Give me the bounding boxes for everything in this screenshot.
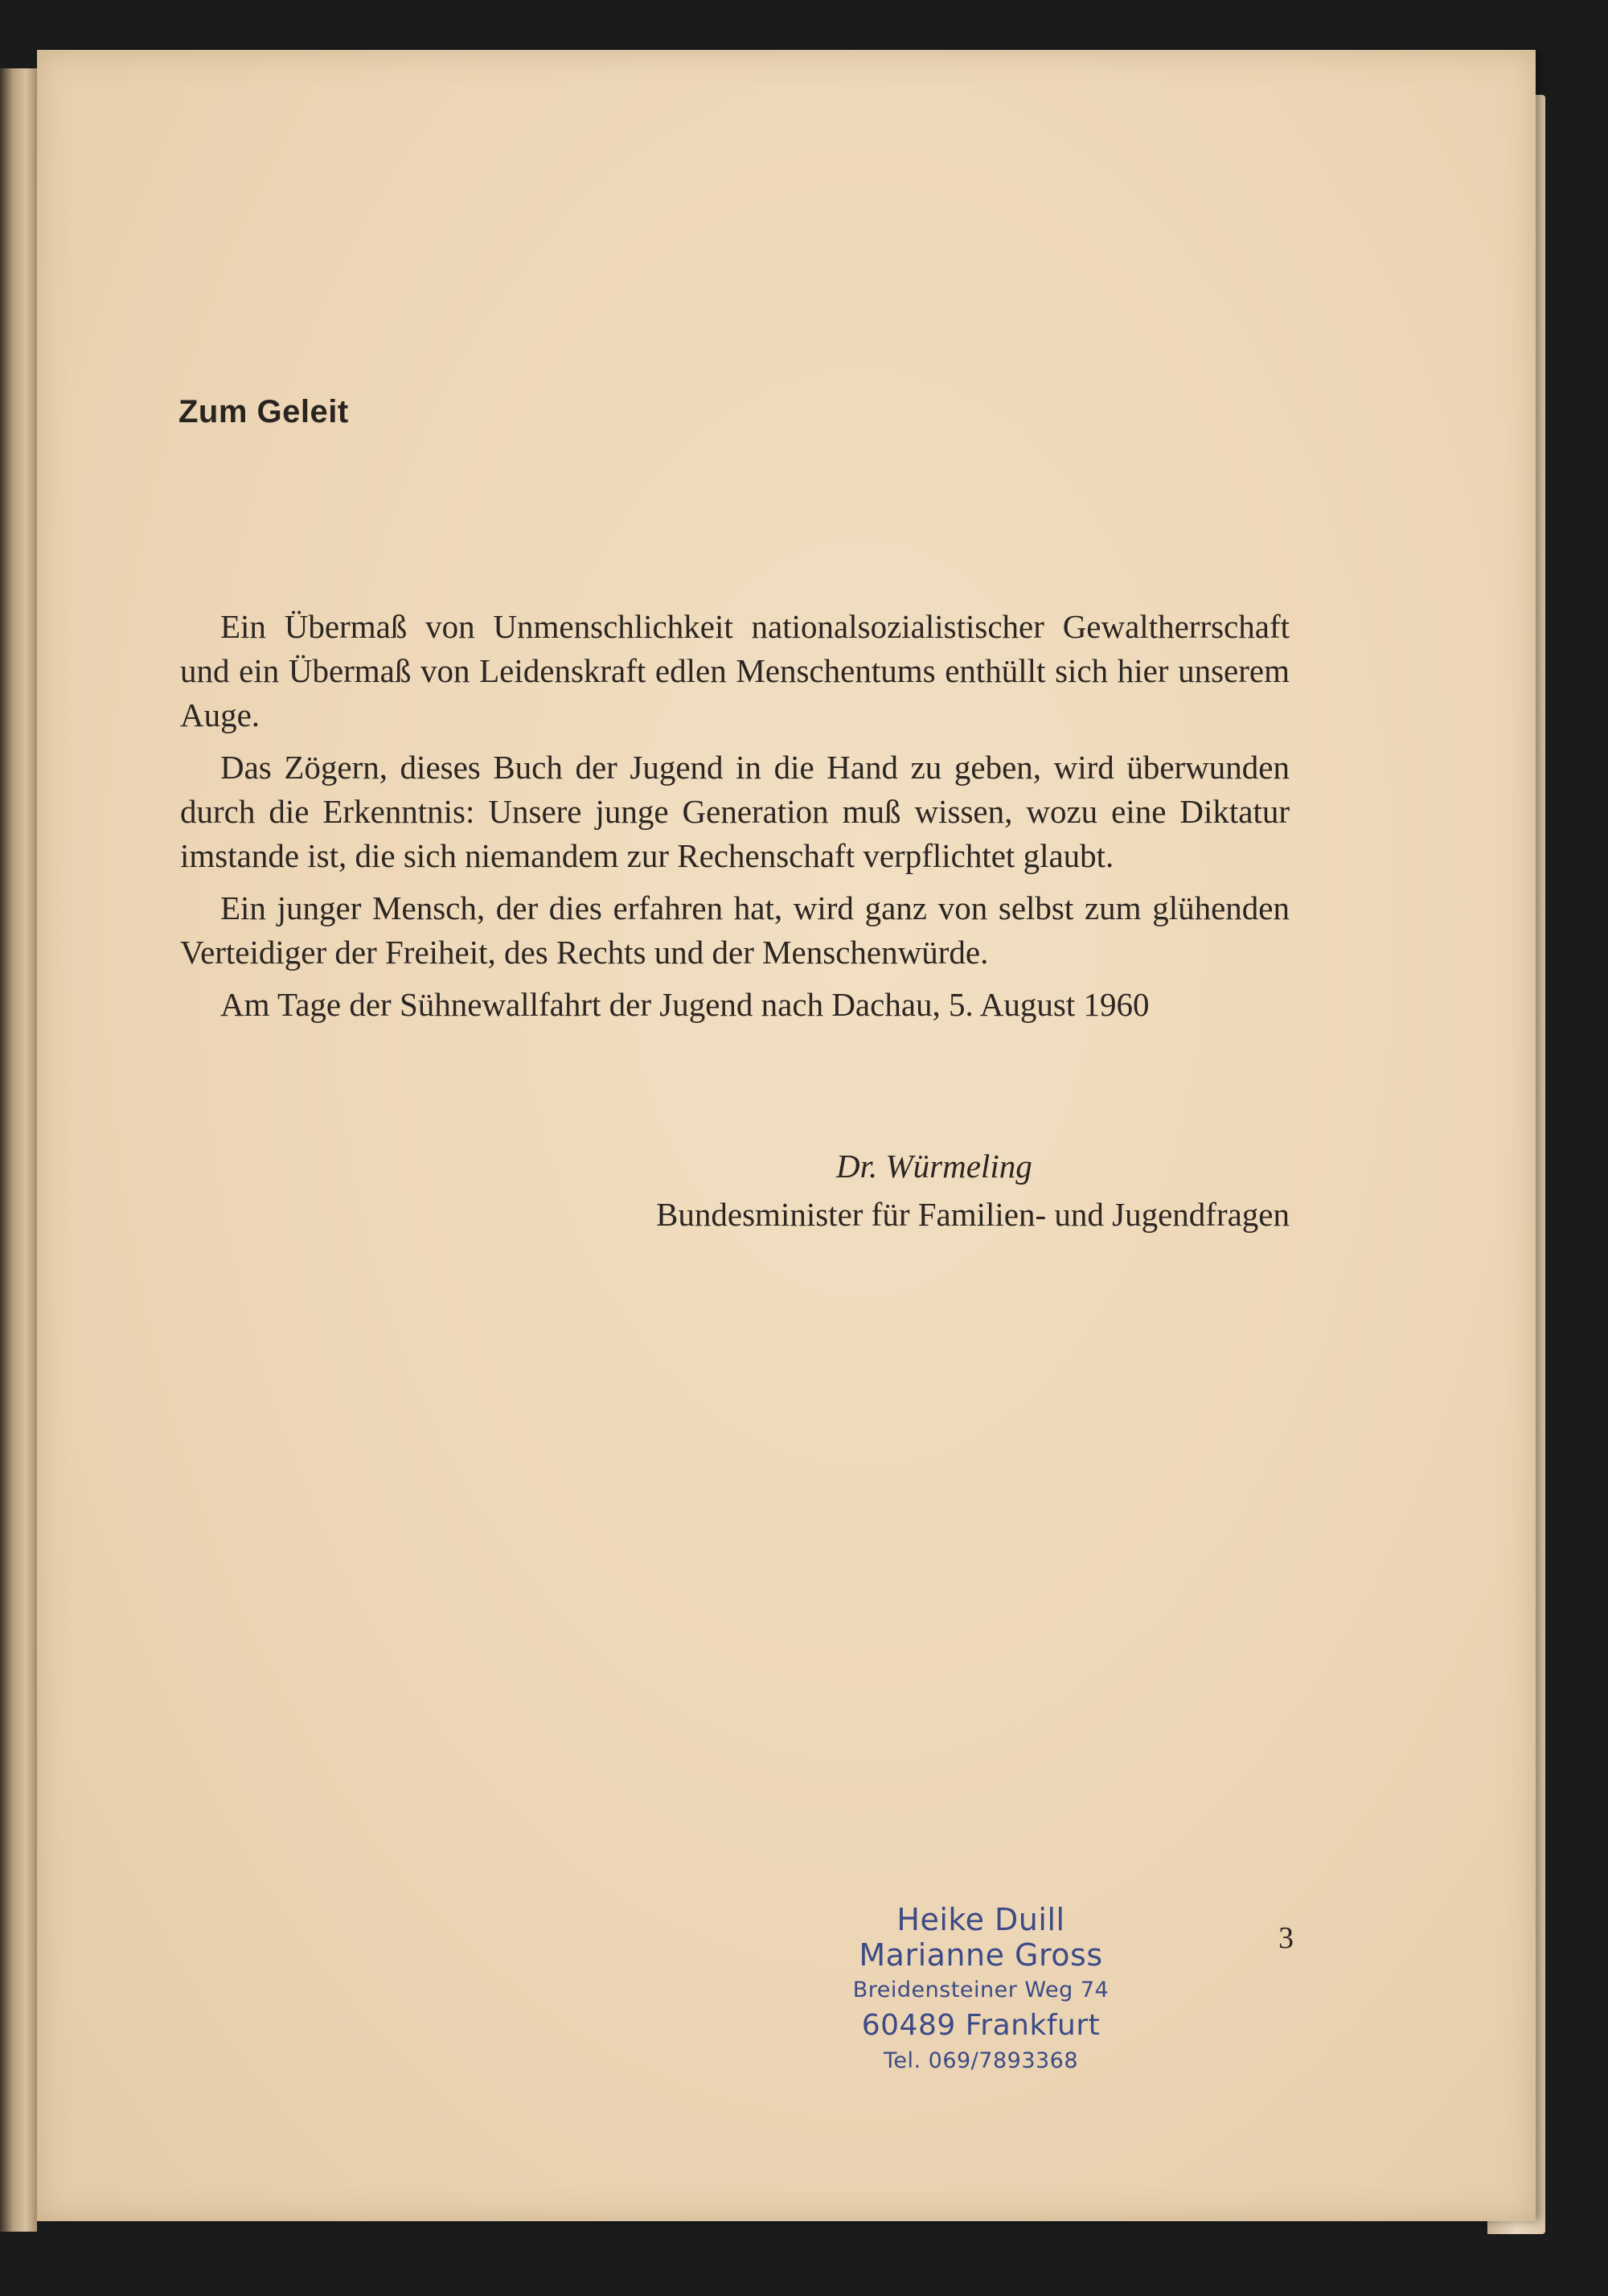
previous-page-edge — [0, 68, 37, 2232]
page-number: 3 — [1278, 1921, 1294, 1955]
paragraph: Ein junger Mensch, der dies erfahren hat, wird ganz von selbst zum glühenden Verteidiger der Freiheit, des Rechts und der Menschenwürde. — [180, 889, 1290, 971]
paragraph: Das Zögern, dieses Buch der Jugend in die Hand zu geben, wird überwunden durch die Erkenntnis: Unsere junge Generation muß wissen, wozu eine Diktatur imstande ist, die sich niemandem zur Rechenschaft verpflichtet glaubt. — [180, 749, 1290, 874]
stamp-line-phone: Tel. 069/7893368 — [883, 2048, 1079, 2073]
stamp-line-name-1: Heike Duill — [896, 1902, 1065, 1937]
signatory-title: Bundesminister für Familien- und Jugendfragen — [656, 1196, 1290, 1233]
address-stamp — [812, 1902, 1150, 2079]
stamp-line-city: 60489 Frankfurt — [861, 2009, 1101, 2042]
stamp-line-street: Breidensteiner Weg 74 — [852, 1978, 1110, 2002]
paragraph: Ein Übermaß von Unmenschlichkeit nationalsozialistischer Gewaltherrschaft und ein Übermaß von Leidenskraft edlen Menschentums enthüllt sich hier unserem Auge. — [180, 608, 1290, 733]
signature-block — [180, 1142, 1290, 1238]
paragraph: Am Tage der Sühnewallfahrt der Jugend nach Dachau, 5. August 1960 — [220, 986, 1150, 1023]
signatory-name: Dr. Würmeling — [836, 1148, 1032, 1185]
foreword-text — [180, 605, 1290, 1035]
book-page — [37, 50, 1536, 2221]
page-heading: Zum Geleit — [178, 394, 349, 429]
stamp-line-name-2: Marianne Gross — [859, 1937, 1103, 1973]
